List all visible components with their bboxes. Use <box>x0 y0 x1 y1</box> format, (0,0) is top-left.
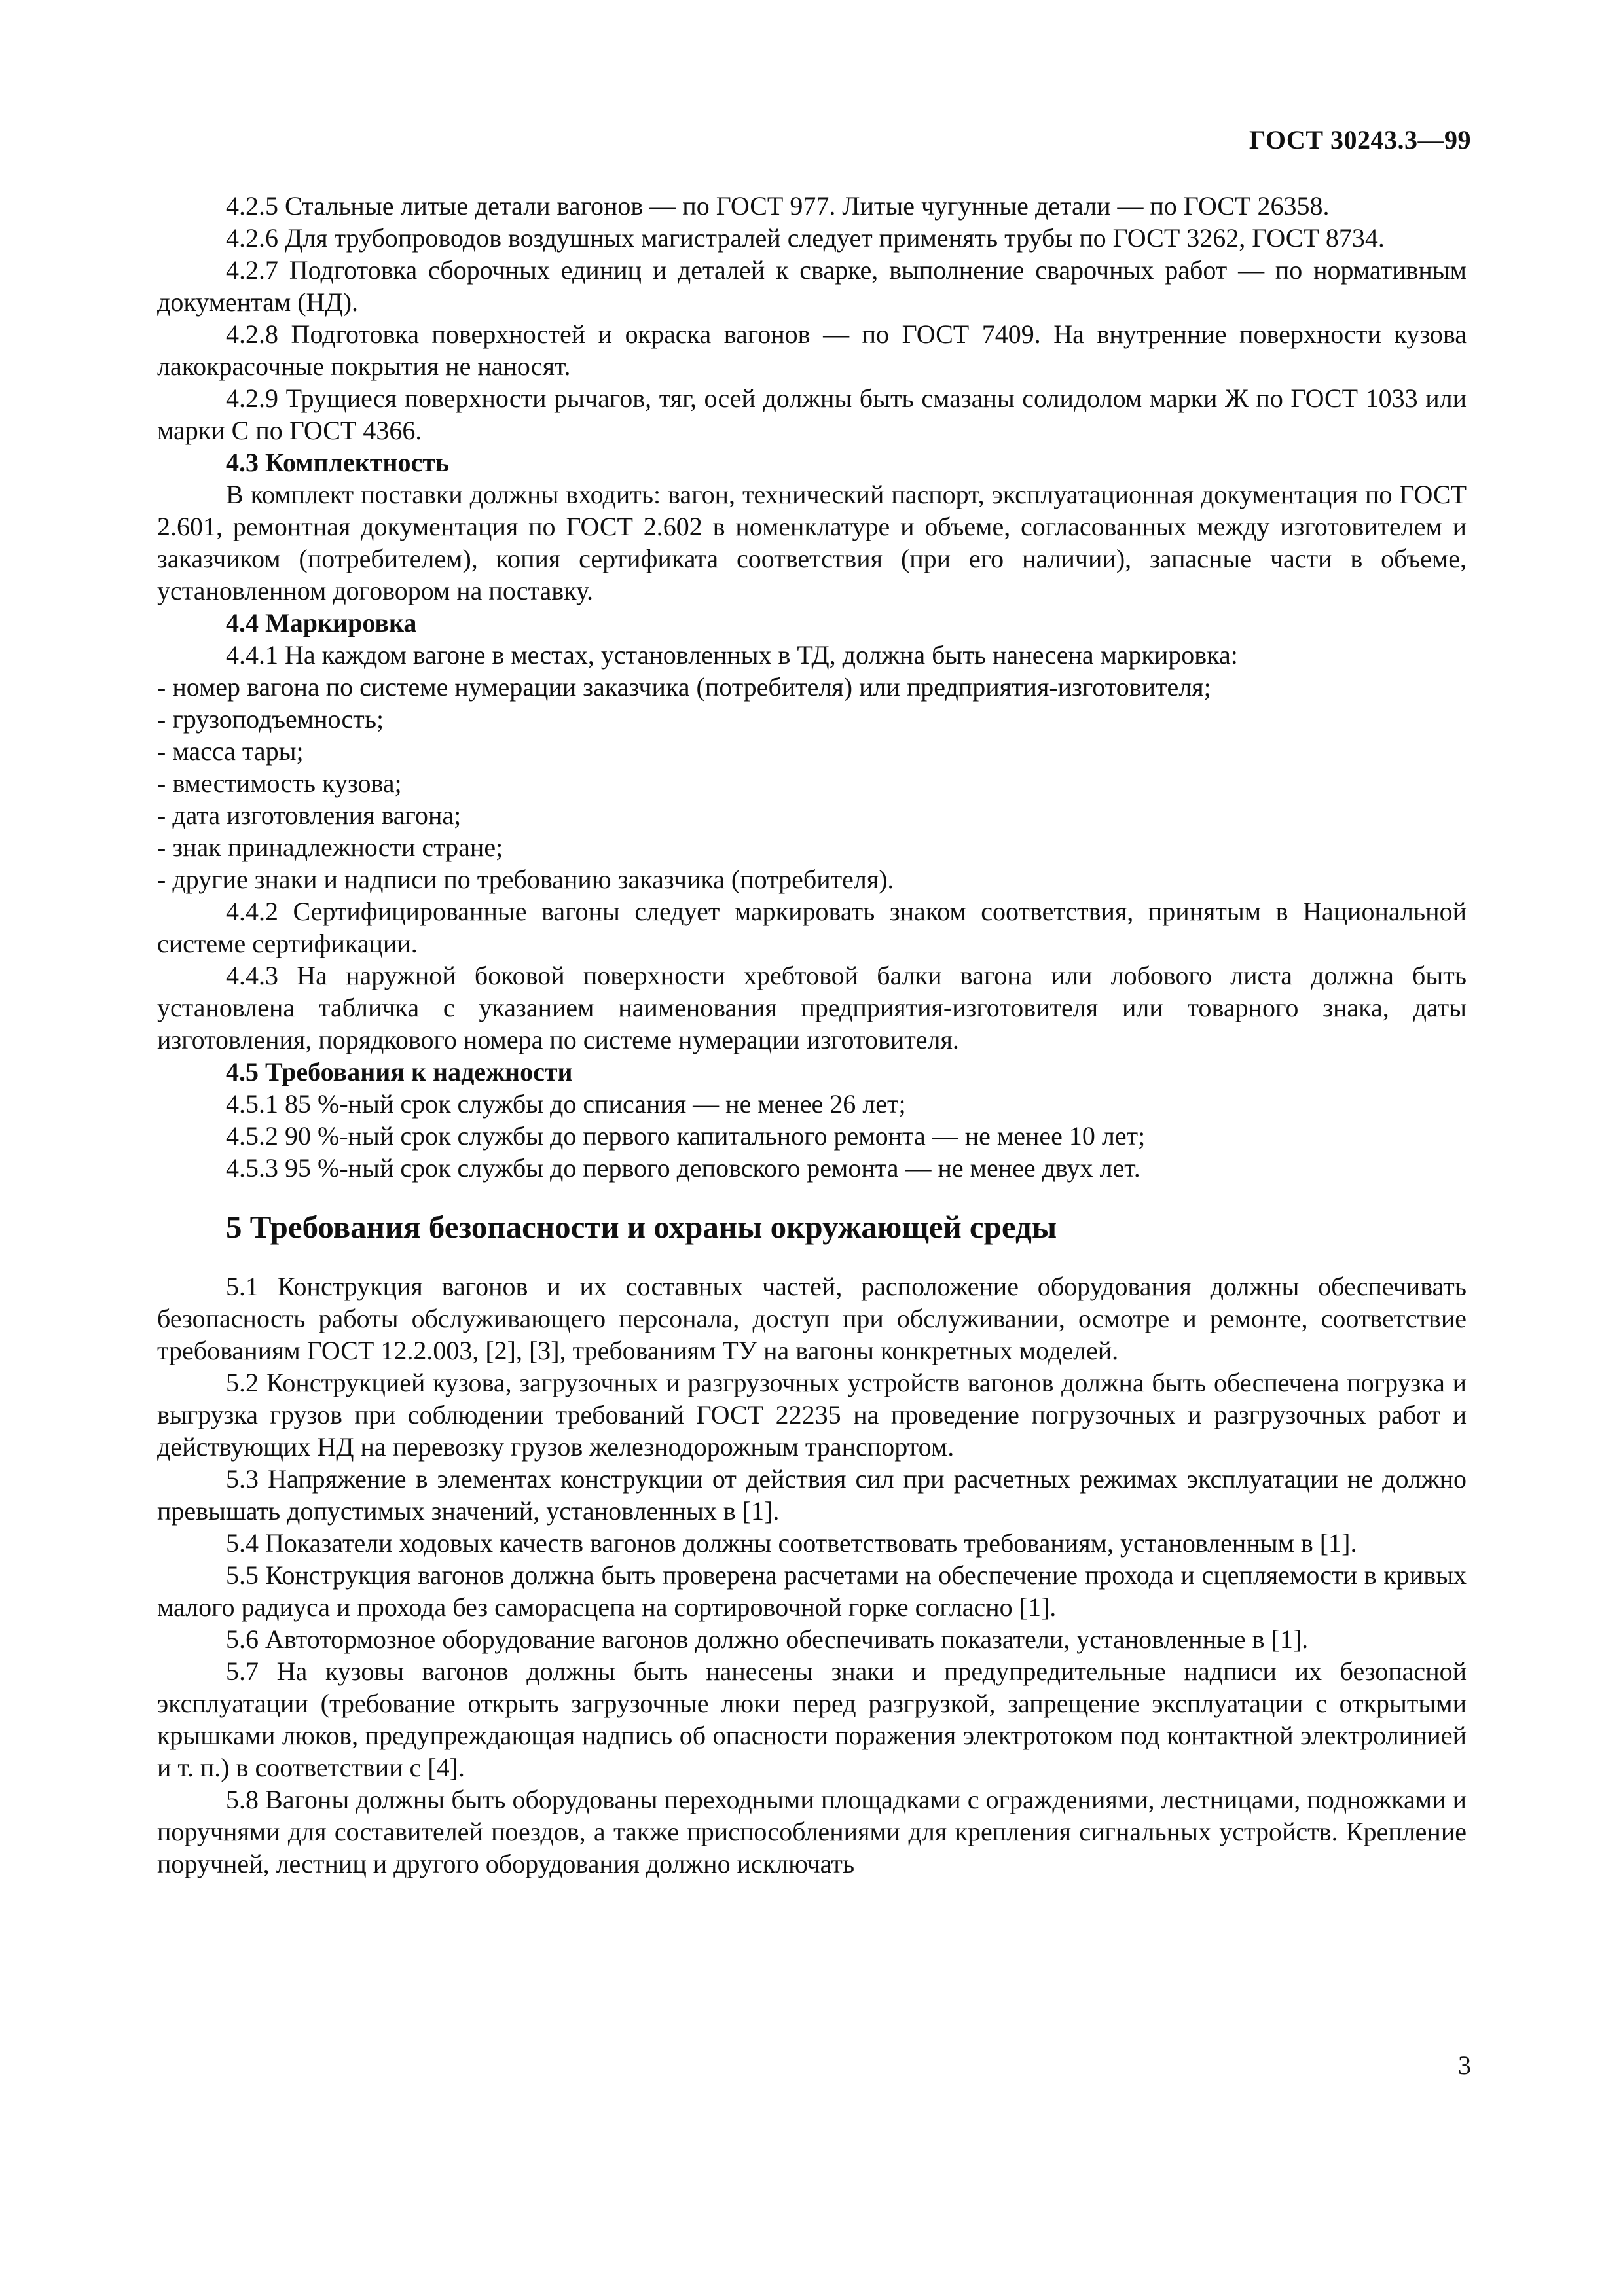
paragraph-4-4-3: 4.4.3 На наружной боковой поверхности хребтовой балки вагона или лобового листа должна быть установлена табличка с указанием наименования предприятия-изготовителя или товарного знака, даты изготовления, порядкового номера по системе нумерации изготовителя. <box>157 961 1467 1054</box>
heading-4-3: 4.3 Комплектность <box>226 448 450 477</box>
list-item: - дата изготовления вагона; <box>157 800 462 830</box>
paragraph-5-5: 5.5 Конструкция вагонов должна быть проверена расчетами на обеспечение прохода и сцепляемости в кривых малого радиуса и прохода без саморасцепа на сортировочной горке согласно [1]. <box>157 1560 1467 1622</box>
list-item: - масса тары; <box>157 736 304 766</box>
paragraph-4-5-1: 4.5.1 85 %-ный срок службы до списания — не менее 26 лет; <box>226 1089 906 1119</box>
paragraph-5-7: 5.7 На кузовы вагонов должны быть нанесены знаки и предупредительные надписи их безопасной эксплуатации (требование открыть загрузочные люки перед разгрузкой, запрещение эксплуатации с открытыми крышками люков, предупреждающая надпись об опасности поражения электротоком под контактной электролинией и т. п.) в соответствии с [4]. <box>157 1657 1467 1782</box>
heading-4-4: 4.4 Маркировка <box>226 608 417 637</box>
paragraph-4-5-3: 4.5.3 95 %-ный срок службы до первого деповского ремонта — не менее двух лет. <box>226 1153 1140 1183</box>
paragraph-4-2-8: 4.2.8 Подготовка поверхностей и окраска вагонов — по ГОСТ 7409. На внутренние поверхности кузова лакокрасочные покрытия не наносят. <box>157 319 1467 381</box>
paragraph-5-1: 5.1 Конструкция вагонов и их составных частей, расположение оборудования должны обеспечивать безопасность работы обслуживающего персонала, доступ при обслуживании, осмотре и ремонте, соответствие требованиям ГОСТ 12.2.003, [2], [3], требованиям ТУ на вагоны конкретных моделей. <box>157 1272 1467 1365</box>
list-item: - вместимость кузова; <box>157 768 402 798</box>
paragraph-5-6: 5.6 Автотормозное оборудование вагонов должно обеспечивать показатели, установленные в [1]. <box>226 1624 1309 1654</box>
list-item: - другие знаки и надписи по требованию заказчика (потребителя). <box>157 865 894 894</box>
page-header: ГОСТ 30243.3—99 <box>1249 125 1471 154</box>
list-item: - грузоподъемность; <box>157 704 384 734</box>
paragraph-4-4-2: 4.4.2 Сертифицированные вагоны следует маркировать знаком соответствия, принятым в Национальной системе сертификации. <box>157 897 1467 958</box>
heading-4-5: 4.5 Требования к надежности <box>226 1057 573 1086</box>
paragraph-5-8: 5.8 Вагоны должны быть оборудованы переходными площадками с ограждениями, лестницами, подножками и поручнями для составителей поездов, а также приспособлениями для крепления сигнальных устройств. Крепление поручней, лестниц и другого оборудования должно исключать <box>157 1785 1467 1878</box>
paragraph-5-3: 5.3 Напряжение в элементах конструкции от действия сил при расчетных режимах эксплуатации не должно превышать допустимых значений, установленных в [1]. <box>157 1464 1467 1526</box>
paragraph-4-2-7: 4.2.7 Подготовка сборочных единиц и деталей к сварке, выполнение сварочных работ — по нормативным документам (НД). <box>157 255 1467 317</box>
section-title-5: 5 Требования безопасности и охраны окружающей среды <box>226 1209 1057 1245</box>
paragraph-4-2-6: 4.2.6 Для трубопроводов воздушных магистралей следует применять трубы по ГОСТ 3262, ГОСТ 8734. <box>226 223 1385 253</box>
paragraph-4-2-5: 4.2.5 Стальные литые детали вагонов — по ГОСТ 977. Литые чугунные детали — по ГОСТ 26358. <box>226 191 1330 221</box>
paragraph-4-3: В комплект поставки должны входить: вагон, технический паспорт, эксплуатационная документация по ГОСТ 2.601, ремонтная документация по ГОСТ 2.602 в номенклатуре и объеме, согласованных между изготовителем и заказчиком (потребителем), копия сертификата соответствия (при его наличии), запасные части в объеме, установленном договором на поставку. <box>157 480 1467 605</box>
list-item: - знак принадлежности стране; <box>157 833 503 862</box>
list-item: - номер вагона по системе нумерации заказчика (потребителя) или предприятия-изготовителя; <box>157 672 1211 702</box>
document-body <box>157 190 1467 1880</box>
paragraph-5-4: 5.4 Показатели ходовых качеств вагонов должны соответствовать требованиям, установленным в [1]. <box>226 1528 1357 1558</box>
paragraph-5-2: 5.2 Конструкцией кузова, загрузочных и разгрузочных устройств вагонов должна быть обеспечена погрузка и выгрузка грузов при соблюдении требований ГОСТ 22235 на проведение погрузочных и разгрузочных работ и действующих НД на перевозку грузов железнодорожным транспортом. <box>157 1368 1467 1462</box>
paragraph-4-5-2: 4.5.2 90 %-ный срок службы до первого капитального ремонта — не менее 10 лет; <box>226 1121 1146 1151</box>
page-number: 3 <box>1458 2051 1471 2080</box>
paragraph-4-4-1: 4.4.1 На каждом вагоне в местах, установленных в ТД, должна быть нанесена маркировка: <box>226 640 1238 670</box>
paragraph-4-2-9: 4.2.9 Трущиеся поверхности рычагов, тяг, осей должны быть смазаны солидолом марки Ж по ГОСТ 1033 или марки С по ГОСТ 4366. <box>157 384 1467 445</box>
